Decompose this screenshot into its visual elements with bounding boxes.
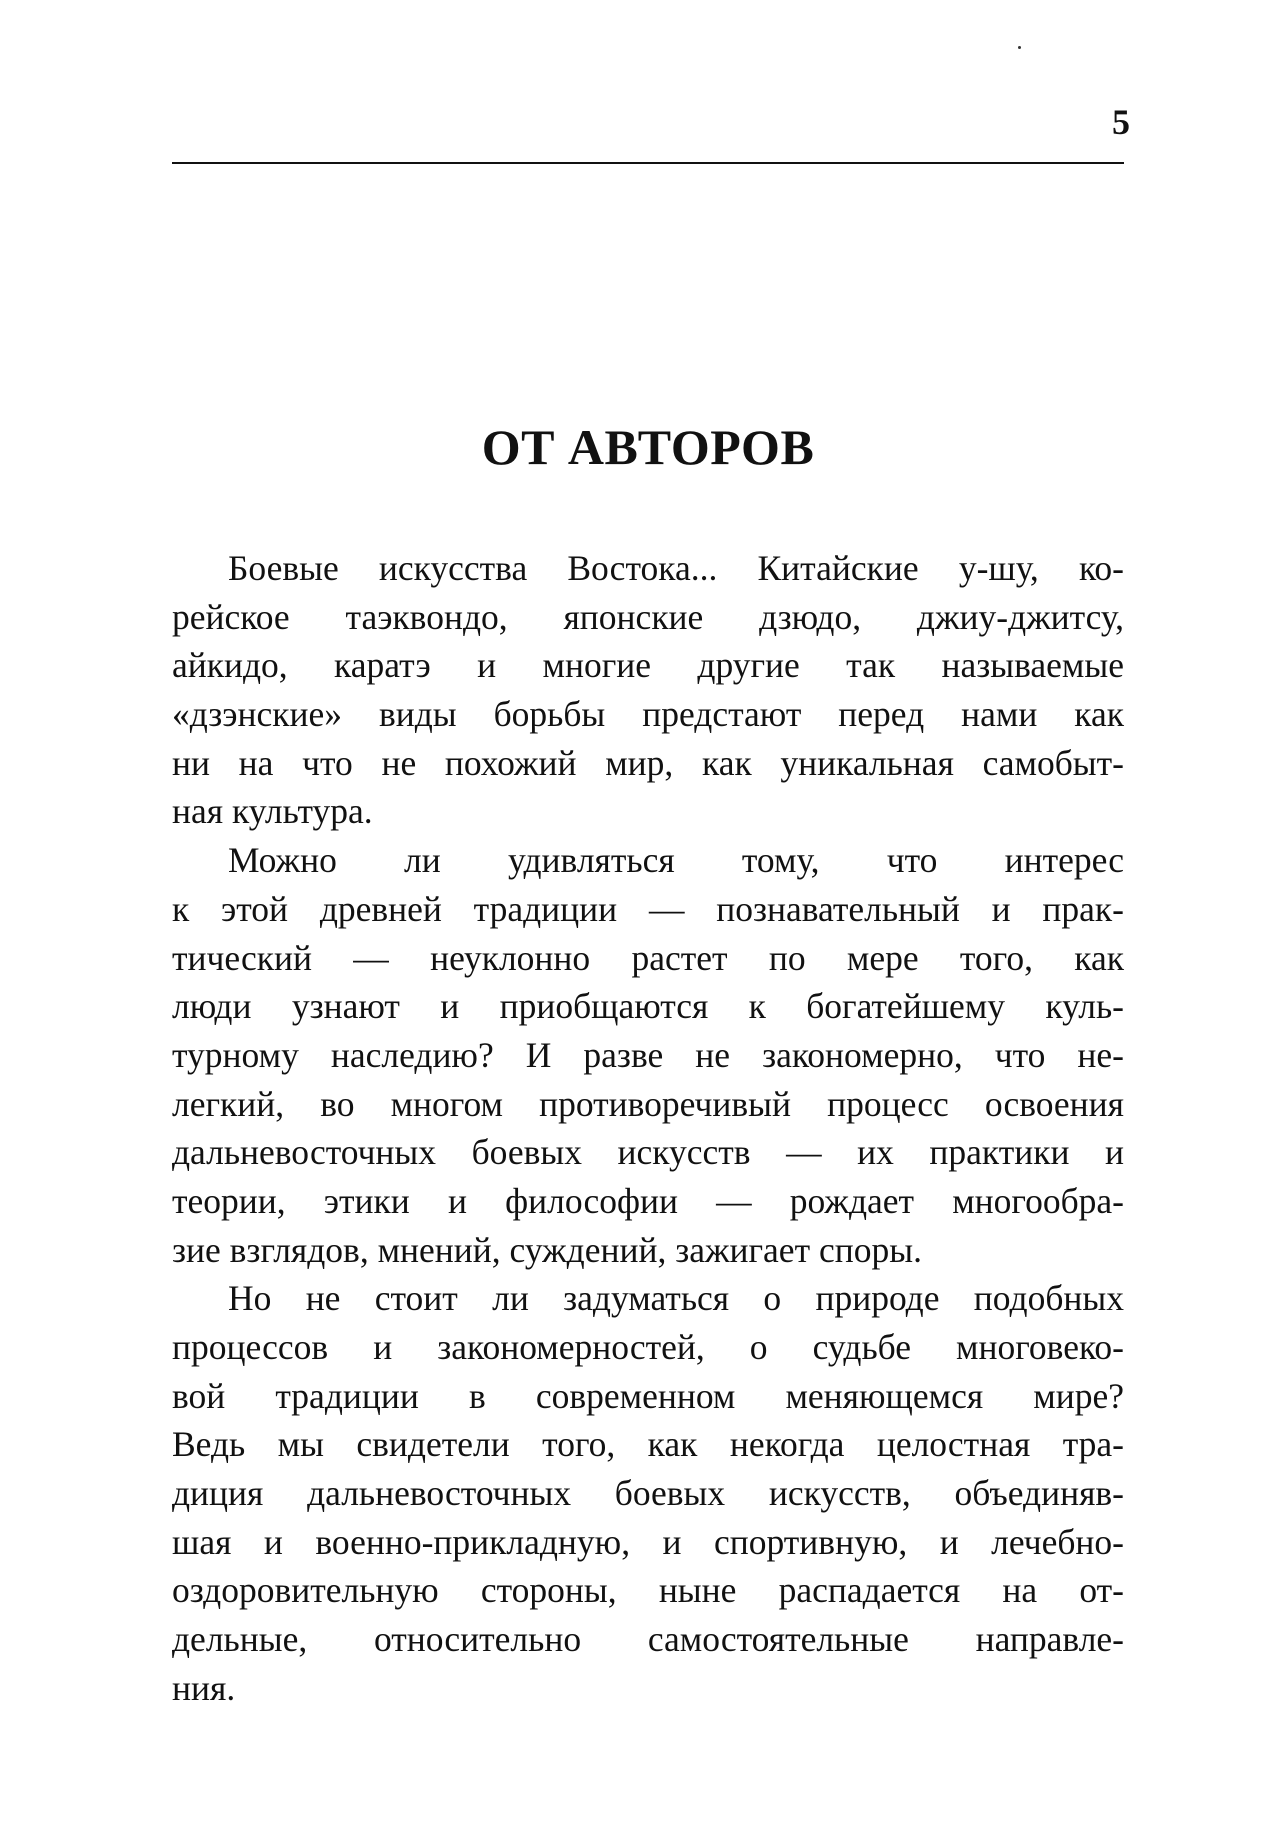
- text-line: люди узнают и приобщаются к богатейшему куль-: [172, 986, 1124, 1027]
- text-line: диция дальневосточных боевых искусств, объединяв-: [172, 1473, 1124, 1514]
- page-number: 5: [1112, 102, 1130, 142]
- paragraph: [172, 1274, 1124, 1712]
- text-line: Ведь мы свидетели того, как некогда целостная тра-: [172, 1424, 1124, 1465]
- text-line: процессов и закономерностей, о судьбе многовеко-: [172, 1327, 1124, 1367]
- text-line: Но не стоит ли задуматься о природе подобных: [228, 1278, 1124, 1319]
- text-line: оздоровительную стороны, ныне распадается на от-: [172, 1570, 1124, 1611]
- text-line: «дзэнские» виды борьбы предстают перед нами как: [172, 694, 1124, 735]
- text-line: зие взглядов, мнений, суждений, зажигает споры.: [172, 1229, 922, 1270]
- text-line: айкидо, каратэ и многие другие так называемые: [172, 645, 1124, 686]
- text-line: легкий, во многом противоречивый процесс освоения: [172, 1083, 1124, 1124]
- header-rule: [172, 162, 1124, 164]
- text-line: Боевые искусства Востока... Китайские у-шу, ко-: [228, 548, 1124, 588]
- text-line: вой традиции в современном меняющемся мире?: [172, 1375, 1124, 1416]
- text-line: дальневосточных боевых искусств — их практики и: [172, 1132, 1124, 1173]
- text-line: тический — неуклонно растет по мере того, как: [172, 937, 1124, 978]
- body-text: [172, 544, 1124, 1713]
- text-line: ния.: [172, 1667, 236, 1708]
- text-line: турному наследию? И разве не закономерно, что не-: [172, 1034, 1124, 1075]
- text-line: Можно ли удивляться тому, что интерес: [228, 840, 1124, 881]
- text-line: ни на что не похожий мир, как уникальная самобыт-: [172, 742, 1124, 783]
- text-line: к этой древней традиции — познавательный и прак-: [172, 888, 1124, 929]
- text-line: шая и военно-прикладную, и спортивную, и лечебно-: [172, 1521, 1124, 1562]
- text-line: теории, этики и философии — рождает многообра-: [172, 1180, 1124, 1221]
- text-line: рейское таэквондо, японские дзюдо, джиу-джитсу,: [172, 596, 1124, 637]
- paragraph: [172, 544, 1124, 836]
- scan-speck: [1018, 46, 1021, 49]
- page-title: ОТ АВТОРОВ: [481, 419, 815, 475]
- text-line: ная культура.: [172, 791, 373, 832]
- paragraph: [172, 836, 1124, 1274]
- text-line: дельные, относительно самостоятельные направле-: [172, 1619, 1124, 1660]
